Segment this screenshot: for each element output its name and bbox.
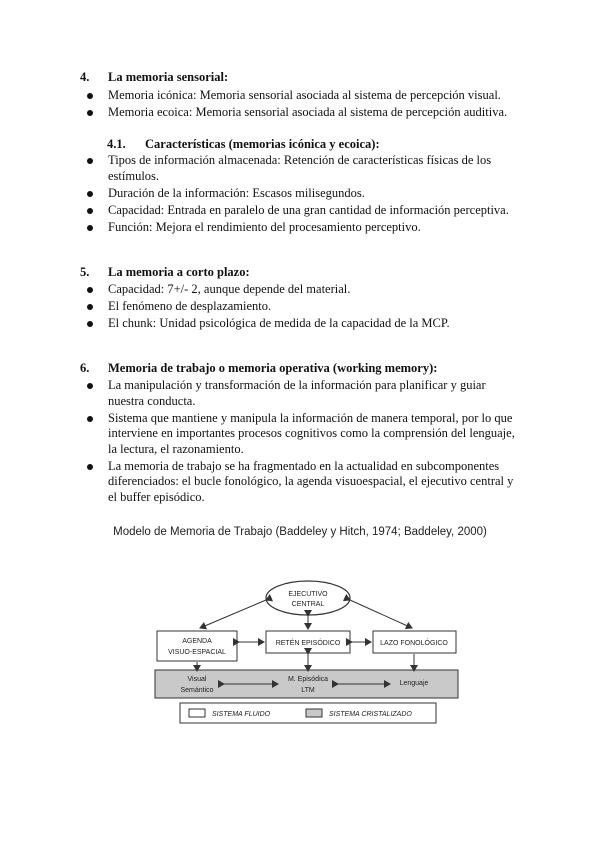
list-item [84, 203, 524, 219]
list-item-text: Capacidad: Entrada en paralelo de una gran cantidad de información perceptiva. [108, 202, 509, 217]
figure-caption: Modelo de Memoria de Trabajo (Baddeley y Hitch, 1974; Baddeley, 2000) [113, 526, 487, 538]
list-item-text: El chunk: Unidad psicológica de medida de la capacidad de la MCP. [108, 316, 450, 330]
section-4-1-title: Características (memorias icónica y ecoica): [145, 137, 380, 151]
band-episodic-label-1: M. Episódica [287, 676, 329, 683]
list-item [84, 459, 524, 506]
legend-crystallized-label: SISTEMA CRISTALIZADO [329, 711, 412, 718]
list-item [84, 105, 524, 121]
section-6-title: Memoria de trabajo o memoria operativa (working memory): [108, 361, 438, 375]
bullet-icon [87, 416, 93, 422]
band-language-label: Lenguaje [399, 680, 429, 687]
list-item-text: Memoria icónica: Memoria sensorial asociada al sistema de percepción visual. [108, 88, 501, 102]
list-item-text: La memoria de trabajo se ha fragmentado en la actualidad en subcomponentes diferenciados: el bucle fonológico, la agenda visuoespacial, el ejecutivo central y el buffer episódico. [108, 458, 514, 504]
arrow-executive-agenda [200, 600, 266, 628]
bullet-icon [87, 110, 93, 116]
central-executive-label-2: CENTRAL [291, 601, 325, 608]
list-item-text: Duración de la información: Escasos milisegundos. [108, 185, 365, 200]
section-6-list [84, 378, 524, 507]
section-5-list [84, 282, 524, 333]
bullet-icon [87, 464, 93, 470]
legend-crystallized-swatch [306, 709, 322, 717]
working-memory-diagram [0, 570, 600, 730]
section-4-heading [80, 70, 228, 85]
section-6-number: 6. [80, 361, 90, 375]
list-item [84, 316, 524, 332]
phonological-loop-label: LAZO FONOLÓGICO [380, 640, 448, 647]
section-4-list [84, 88, 524, 122]
list-item [84, 411, 524, 458]
section-4-title: La memoria sensorial: [108, 70, 229, 84]
list-item [84, 186, 524, 202]
list-item-text: Función: Mejora el rendimiento del procesamiento perceptivo. [108, 219, 421, 234]
band-visual-label-2: Semántico [180, 687, 214, 694]
episodic-buffer-label: RETÉN EPISÓDICO [275, 640, 341, 647]
section-4-number: 4. [80, 70, 90, 84]
legend-fluid-label: SISTEMA FLUIDO [212, 711, 271, 718]
list-item [84, 378, 524, 409]
bullet-icon [87, 93, 93, 99]
band-visual-label-1: Visual [187, 676, 207, 683]
bullet-icon [87, 225, 93, 231]
list-item [84, 153, 524, 184]
bullet-icon [87, 383, 93, 389]
legend-fluid-swatch [189, 709, 205, 717]
section-5-title: La memoria a corto plazo: [108, 265, 250, 279]
central-executive-label-1: EJECUTIVO [288, 591, 328, 598]
list-item-text: Tipos de información almacenada: Retención de características físicas de los estímulos. [108, 153, 492, 183]
list-item [84, 282, 524, 298]
bullet-icon [87, 287, 93, 293]
list-item-text: Sistema que mantiene y manipula la información de manera temporal, por lo que interviene en importantes procesos cognitivos como la comprensión del lenguaje, la lectura, el razonamiento. [108, 410, 515, 456]
list-item-text: Capacidad: 7+/- 2, aunque depende del material. [108, 282, 351, 296]
bullet-icon [87, 191, 93, 197]
section-5-heading [80, 265, 250, 280]
visuospatial-label-2: VISUO-ESPACIAL [168, 649, 226, 656]
list-item-text: El fenómeno de desplazamiento. [108, 299, 272, 313]
bullet-icon [87, 208, 93, 214]
bullet-icon [87, 321, 93, 327]
list-item [84, 220, 524, 236]
section-4-1-number: 4.1. [107, 137, 126, 151]
band-episodic-label-2: LTM [301, 687, 315, 694]
section-4-1-list [84, 153, 524, 237]
visuospatial-label-1: AGENDA [182, 638, 212, 645]
list-item [84, 299, 524, 315]
visuospatial-sketchpad-node [157, 631, 237, 661]
bullet-icon [87, 158, 93, 164]
bullet-icon [87, 304, 93, 310]
list-item-text: Memoria ecoica: Memoria sensorial asociada al sistema de percepción auditiva. [108, 105, 508, 119]
arrow-executive-lazo [350, 600, 412, 628]
list-item-text: La manipulación y transformación de la información para planificar y guiar nuestra conducta. [108, 378, 486, 408]
list-item [84, 88, 524, 104]
section-6-heading [80, 361, 437, 376]
section-4-1-heading [107, 137, 380, 152]
section-5-number: 5. [80, 265, 90, 279]
central-executive-node [266, 581, 350, 615]
